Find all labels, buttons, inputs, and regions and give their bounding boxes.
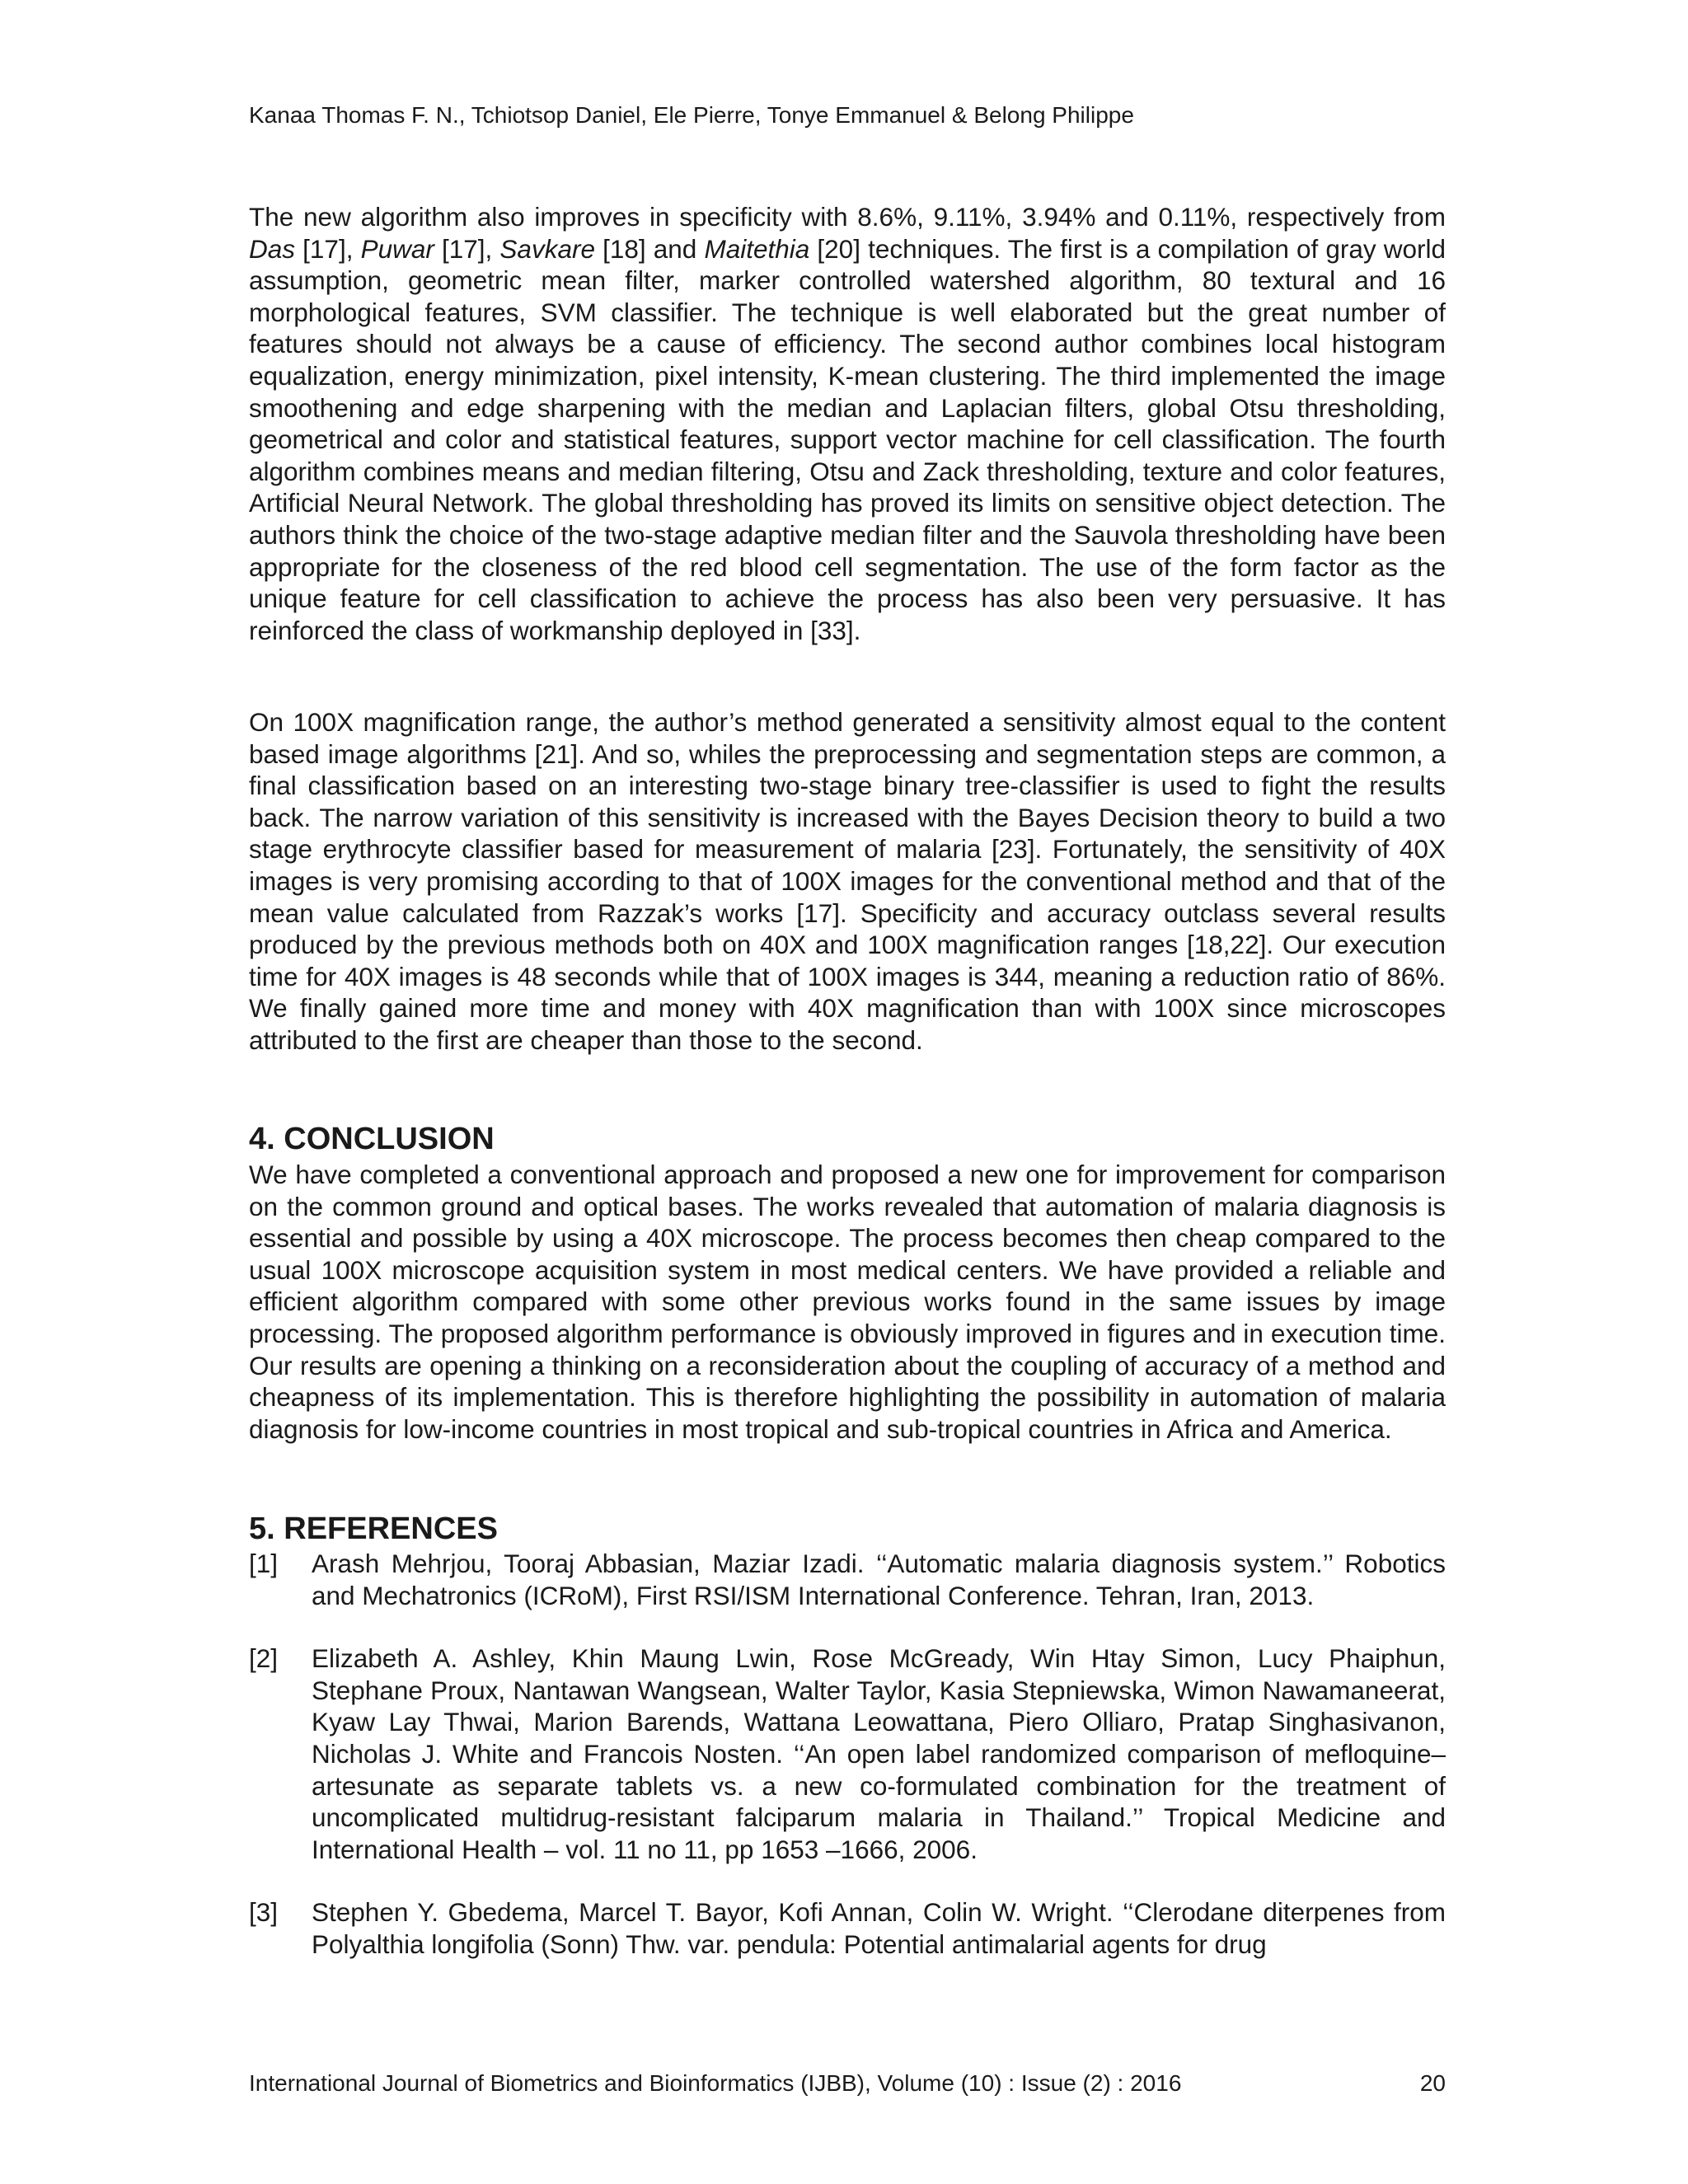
- p1-text-3: [17],: [434, 233, 500, 264]
- p1-text-5: [20] techniques. The first is a compilation of gray world assumption, geometric mean filter, marker controlled watershed algorithm, 80 textural and 16 morphological features, SVM classifier. The technique is well elaborated but the great number of features should not always be a cause of efficiency. The second author combines local histogram equalization, energy minimization, pixel intensity, K-mean clustering. The third implemented the image smoothening and edge sharpening with the median and Laplacian filters, global Otsu thresholding, geometrical and color and statistical features, support vector machine for cell classification. The fourth algorithm combines means and median filtering, Otsu and Zack thresholding, texture and color features, Artificial Neural Network. The global thresholding has proved its limits on sensitive object detection. The authors think the choice of the two-stage adaptive median filter and the Sauvola thresholding have been appropriate for the closeness of the red blood cell segmentation. The use of the form factor as the unique feature for cell classification to achieve the process has also been very persuasive. It has reinforced the class of workmanship deployed in [33].: [249, 233, 1447, 645]
- p1-ref-maitethia: Maitethia: [704, 233, 810, 264]
- p1-ref-puwar: Puwar: [360, 233, 434, 264]
- paragraph-specificity: [249, 201, 1446, 646]
- references-list: [249, 1548, 1446, 1992]
- p1-text-1: The new algorithm also improves in specificity with 8.6%, 9.11%, 3.94% and 0.11%, respectively from: [249, 202, 1446, 232]
- paragraph-magnification: On 100X magnification range, the author’s method generated a sensitivity almost equal to the content based image algorithms [21]. And so, whiles the preprocessing and segmentation steps are common, a final classification based on an interesting two-stage binary tree-classifier is used to fight the results back. The narrow variation of this sensitivity is increased with the Bayes Decision theory to build a two stage erythrocyte classifier based for measurement of malaria [23]. Fortunately, the sensitivity of 40X images is very promising according to that of 100X images for the conventional method and that of the mean value calculated from Razzak’s works [17]. Specificity and accuracy outclass several results produced by the previous methods both on 40X and 100X magnification ranges [18,22]. Our execution time for 40X images is 48 seconds while that of 100X images is 344, meaning a reduction ratio of 86%. We finally gained more time and money with 40X magnification than with 100X since microscopes attributed to the first are cheaper than those to the second.: [249, 707, 1446, 1055]
- references-heading: 5. REFERENCES: [249, 1511, 498, 1546]
- footer-journal-citation: International Journal of Biometrics and Bioinformatics (IJBB), Volume (10) : Issue (2) : 2016: [249, 2070, 1182, 2096]
- p1-ref-savkare: Savkare: [499, 233, 595, 264]
- conclusion-paragraph: We have completed a conventional approach and proposed a new one for improvement for comparison on the common ground and optical bases. The works revealed that automation of malaria diagnosis is essential and possible by using a 40X microscope. The process becomes then cheap compared to the usual 100X microscope acquisition system in most medical centers. We have provided a reliable and efficient algorithm compared with some other previous works found in the same issues by image processing. The proposed algorithm performance is obviously improved in figures and in execution time. Our results are opening a thinking on a reconsideration about the coupling of accuracy of a method and cheapness of its implementation. This is therefore highlighting the possibility in automation of malaria diagnosis for low-income countries in most tropical and sub-tropical countries in Africa and America.: [249, 1160, 1446, 1444]
- p1-ref-das: Das: [249, 233, 296, 264]
- reference-item: [249, 1896, 1446, 1960]
- p1-text-2: [17],: [295, 233, 361, 264]
- reference-number: [1]: [249, 1549, 279, 1578]
- reference-text: Stephen Y. Gbedema, Marcel T. Bayor, Kofi Annan, Colin W. Wright. ‘‘Clerodane diterpenes from Polyalthia longifolia (Sonn) Thw. var. pendula: Potential antimalarial agents for drug: [312, 1897, 1446, 1959]
- conclusion-heading: 4. CONCLUSION: [249, 1122, 495, 1156]
- reference-text: Elizabeth A. Ashley, Khin Maung Lwin, Rose McGready, Win Htay Simon, Lucy Phaiphun, Stephane Proux, Nantawan Wangsean, Walter Taylor, Kasia Stepniewska, Wimon Nawamaneerat, Kyaw Lay Thwai, Marion Barends, Wattana Leowattana, Piero Olliaro, Pratap Singhasivanon, Nicholas J. White and Francois Nosten. ‘‘An open label randomized comparison of mefloquine– artesunate as separate tablets vs. a new co-formulated combination for the treatment of uncomplicated multidrug-resistant falciparum malaria in Thailand.’’ Tropical Medicine and International Health – vol. 11 no 11, pp 1653 –1666, 2006.: [312, 1643, 1446, 1864]
- reference-item: [249, 1548, 1446, 1611]
- p1-text-4: [18] and: [594, 233, 705, 264]
- reference-number: [2]: [249, 1643, 279, 1674]
- page-number: 20: [1419, 2070, 1446, 2096]
- running-header-authors: Kanaa Thomas F. N., Tchiotsop Daniel, Ele Pierre, Tonye Emmanuel & Belong Philippe: [249, 102, 1134, 128]
- reference-text: Arash Mehrjou, Tooraj Abbasian, Maziar Izadi. ‘‘Automatic malaria diagnosis system.’’ Robotics and Mechatronics (ICRoM), First RSI/ISM International Conference. Tehran, Iran, 2013.: [312, 1549, 1446, 1610]
- reference-item: [249, 1643, 1446, 1865]
- reference-number: [3]: [249, 1897, 279, 1928]
